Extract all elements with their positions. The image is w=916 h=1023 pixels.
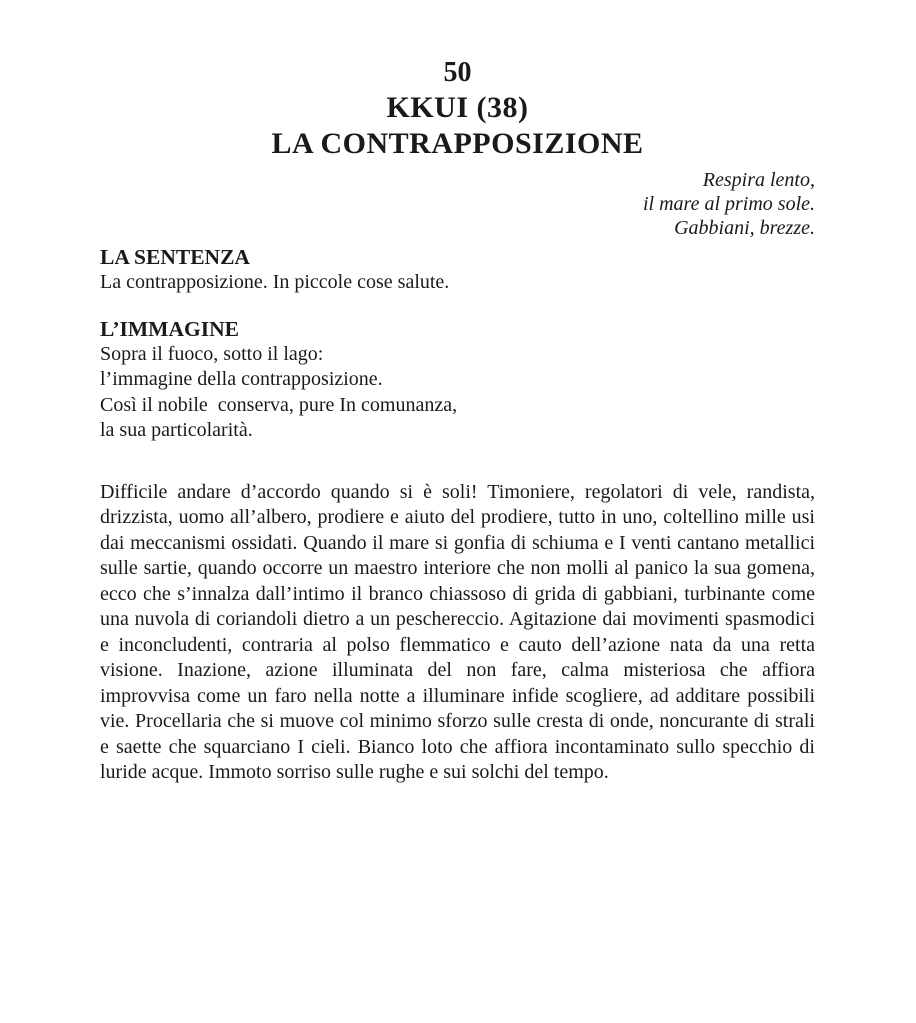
immagine-line: Sopra il fuoco, sotto il lago:	[100, 342, 324, 365]
chapter-title-line2: LA CONTRAPPOSIZIONE	[271, 127, 644, 160]
immagine-heading: L’IMMAGINE	[100, 316, 239, 341]
chapter-number: 50	[443, 57, 472, 88]
epigraph-line: il mare al primo sole.	[642, 193, 815, 215]
section-immagine	[100, 316, 815, 444]
epigraph-line: Gabbiani, brezze.	[674, 217, 815, 239]
sentenza-text: La contrapposizione. In piccole cose salute.	[100, 271, 450, 293]
immagine-line: l’immagine della contrapposizione.	[100, 368, 383, 390]
commentary-paragraph: Difficile andare d’accordo quando si è soli! Timoniere, regolatori di vele, randista, drizzista, uomo all’albero, prodiere e aiuto del prodiere, tutto in uno, coltellino mille usi dai meccanismi ossidati. Quando il mare si gonfia di schiuma e I venti cantano metallici sulle sartie, quando occorre un maestro interiore che non molli al panico la sua gomena, ecco che s’innalza dall’intimo il branco chiassoso di grida di gabbiani, turbinante come una nuvola di coriandoli dietro a un peschereccio. Agitazione dai movimenti spasmodici e inconcludenti, contraria al polso flemmatico e cauto dell’azione nata da una retta visione. Inazione, azione illuminata del non fare, calma misteriosa che affiora improvvisa come un faro nella notte a illuminare infide scogliere, ad additare possibili vie. Procellaria che si muove col minimo sforzo sulle cresta di onde, noncurante di strali e saette che squarciano I cieli. Bianco loto che affiora incontaminato sullo specchio di luride acque. Immoto sorriso sulle rughe e sui solchi del tempo.	[100, 480, 815, 783]
sentenza-heading: LA SENTENZA	[100, 245, 250, 269]
epigraph-line: Respira lento,	[702, 169, 815, 191]
chapter-title-line1: KKUI (38)	[386, 91, 529, 124]
immagine-line: Così il nobile conserva, pure In comunanza,	[100, 393, 458, 416]
section-sentenza	[100, 244, 815, 296]
epigraph-haiku	[100, 168, 815, 240]
immagine-line: la sua particolarità.	[100, 419, 253, 441]
